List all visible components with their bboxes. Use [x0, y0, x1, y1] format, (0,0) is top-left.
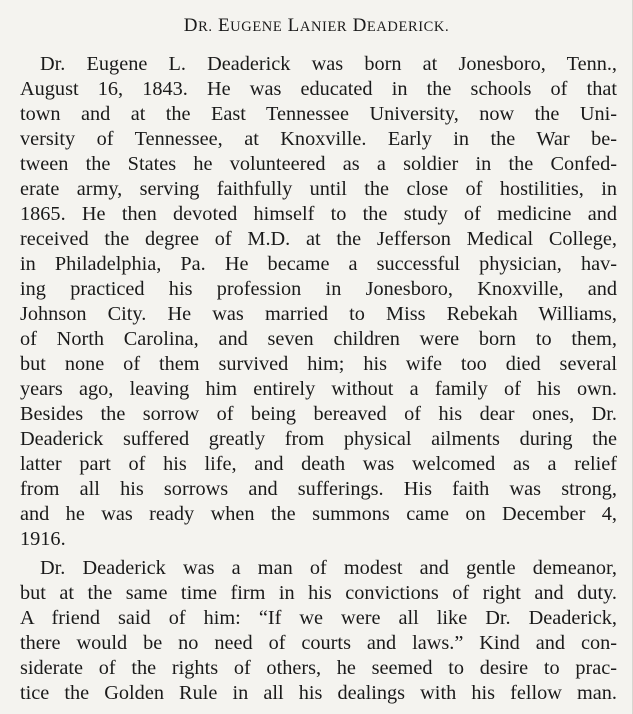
- title-letter: E: [217, 15, 231, 36]
- text-line: latter part of his life, and death was welcomed as a relief: [20, 453, 617, 475]
- title-letter: L: [287, 15, 300, 36]
- text-line: A friend said of him: “If we were all like Dr. Deaderick,: [20, 607, 617, 629]
- text-line: but none of them survived him; his wife too died several: [20, 353, 617, 375]
- text-line: of North Carolina, and seven children were born to them,: [20, 328, 617, 350]
- title-letter: D: [352, 15, 367, 36]
- text-line: tween the States he volunteered as a soldier in the Confed-: [20, 153, 617, 175]
- text-line: years ago, leaving him entirely without a family of his own.: [20, 378, 617, 400]
- text-line: versity of Tennessee, at Knoxville. Early in the War be-: [20, 128, 617, 150]
- text-line: but at the same time firm in his convictions of right and duty.: [20, 582, 617, 604]
- text-line: town and at the East Tennessee University, now the Uni-: [20, 103, 617, 125]
- page-title: [0, 14, 633, 39]
- text-line: Besides the sorrow of being bereaved of his dear ones, Dr.: [20, 403, 617, 425]
- text-line: received the degree of M.D. at the Jefferson Medical College,: [20, 228, 617, 250]
- text-line: Dr. Eugene L. Deaderick was born at Jonesboro, Tenn.,: [40, 53, 617, 75]
- text-line: and he was ready when the summons came on December 4,: [20, 503, 617, 525]
- text-line: 1865. He then devoted himself to the study of medicine and: [20, 203, 617, 225]
- title-smallcaps: UGENE: [230, 19, 283, 35]
- text-line: 1916.: [20, 528, 66, 550]
- title-smallcaps: ANIER: [299, 19, 348, 35]
- text-line: tice the Golden Rule in all his dealings with his fellow man.: [20, 682, 617, 704]
- text-line: August 16, 1843. He was educated in the schools of that: [20, 78, 617, 100]
- text-line: there would be no need of courts and laws.” Kind and con-: [20, 632, 617, 654]
- text-line: Deaderick suffered greatly from physical ailments during the: [20, 428, 617, 450]
- text-line: Johnson City. He was married to Miss Rebekah Williams,: [20, 303, 617, 325]
- title-smallcaps: EADERICK.: [366, 19, 450, 35]
- text-line: siderate of the rights of others, he seemed to desire to prac-: [20, 657, 617, 679]
- title-smallcaps: R.: [198, 19, 213, 35]
- text-line: from all his sorrows and sufferings. His faith was strong,: [20, 478, 617, 500]
- text-line: erate army, serving faithfully until the close of hostilities, in: [20, 178, 617, 200]
- title-letter: D: [183, 15, 199, 36]
- text-line: in Philadelphia, Pa. He became a successful physician, hav-: [20, 253, 617, 275]
- text-line: ing practiced his profession in Jonesboro, Knoxville, and: [20, 278, 617, 300]
- text-line: Dr. Deaderick was a man of modest and gentle demeanor,: [40, 557, 617, 579]
